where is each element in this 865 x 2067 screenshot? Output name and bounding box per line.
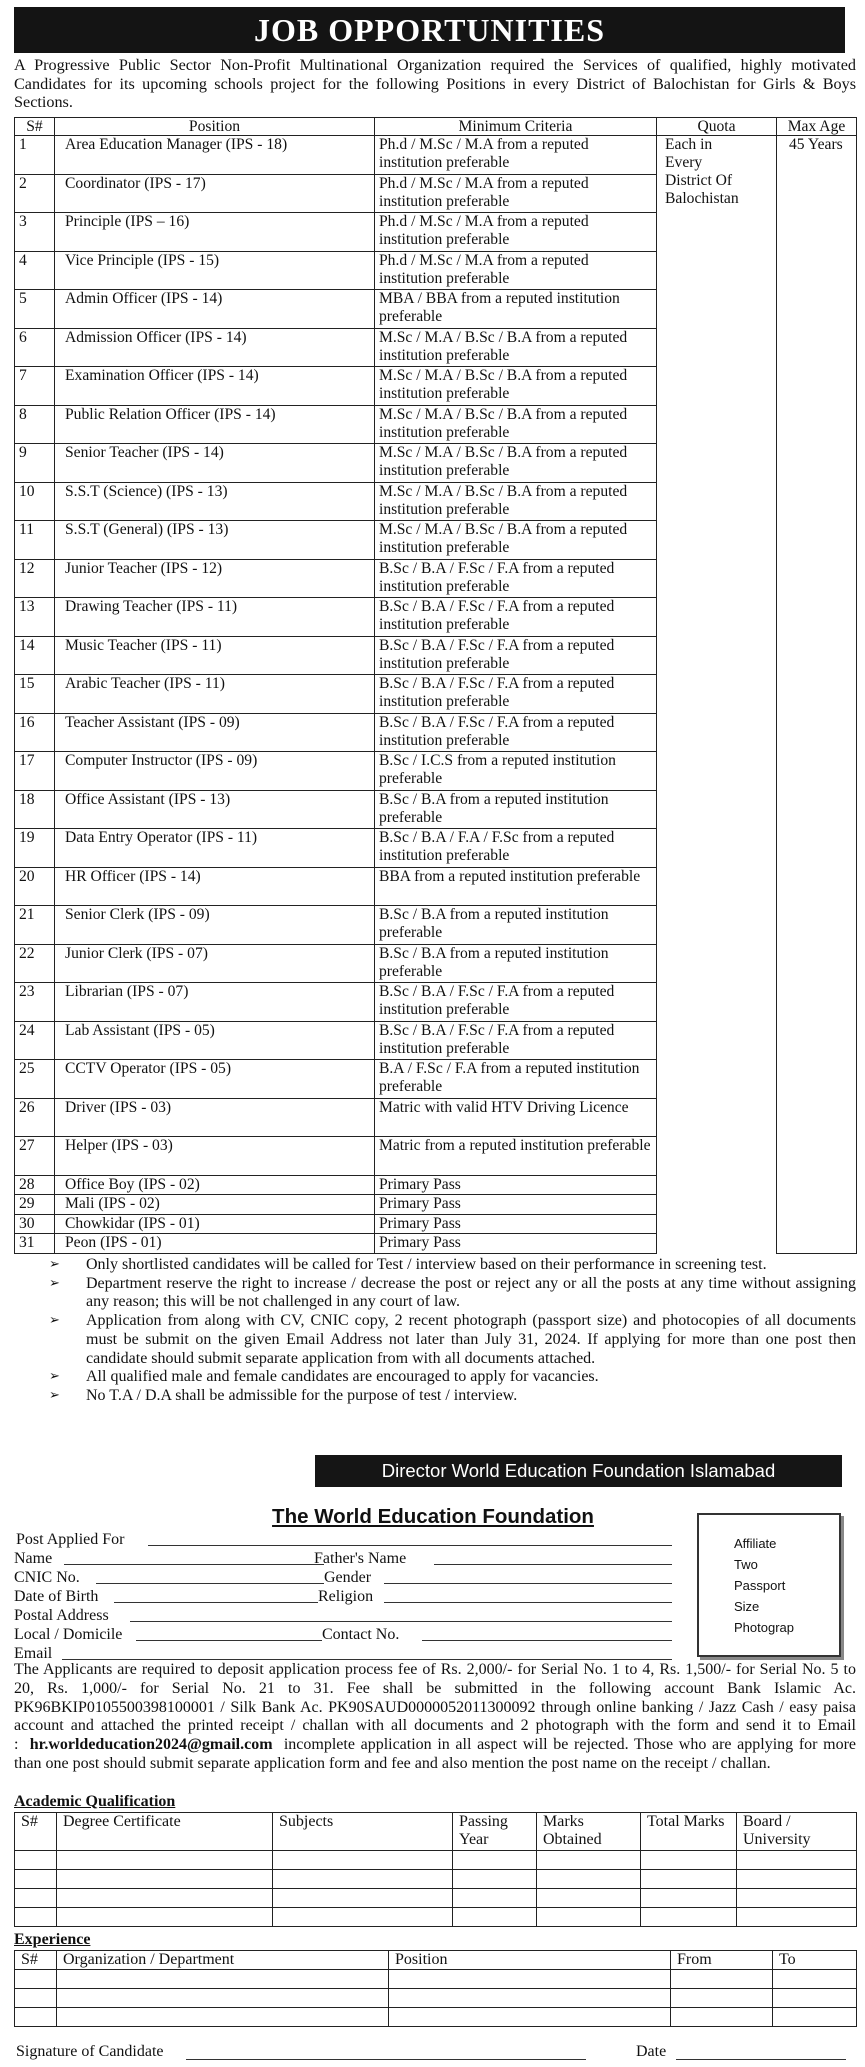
blank-cell[interactable]	[641, 1908, 737, 1927]
row-serial: 23	[15, 983, 55, 1022]
blank-row[interactable]	[15, 1851, 857, 1870]
row-serial: 21	[15, 906, 55, 945]
row-position: S.S.T (Science) (IPS - 13)	[55, 482, 375, 521]
post-applied-field[interactable]	[148, 1530, 672, 1546]
row-criteria: Matric with valid HTV Driving Licence	[375, 1098, 657, 1137]
row-position: S.S.T (General) (IPS - 13)	[55, 521, 375, 560]
quota-line: Each in	[665, 136, 713, 153]
blank-cell[interactable]	[15, 1851, 57, 1870]
row-criteria: B.Sc / B.A / F.Sc / F.A from a reputed institution preferable	[375, 1021, 657, 1060]
cnic-field[interactable]	[96, 1568, 324, 1584]
academic-title: Academic Qualification	[14, 1793, 176, 1810]
domicile-field[interactable]	[136, 1625, 322, 1641]
row-criteria: M.Sc / M.A / B.Sc / B.A from a reputed institution preferable	[375, 405, 657, 444]
label-contact: Contact No.	[322, 1626, 400, 1643]
row-serial: 3	[15, 213, 55, 252]
blank-cell[interactable]	[57, 2008, 389, 2027]
blank-cell[interactable]	[737, 1851, 857, 1870]
row-serial: 1	[15, 136, 55, 175]
row-position: Public Relation Officer (IPS - 14)	[55, 405, 375, 444]
row-criteria: B.A / F.Sc / F.A from a reputed institution preferable	[375, 1060, 657, 1099]
row-criteria: B.Sc / B.A / F.Sc / F.A from a reputed institution preferable	[375, 598, 657, 637]
row-serial: 22	[15, 944, 55, 983]
academic-header: Marks Obtained	[537, 1813, 641, 1851]
row-serial: 5	[15, 290, 55, 329]
signature-label: Signature of Candidate	[16, 2043, 164, 2060]
row-position: Area Education Manager (IPS - 18)	[55, 136, 375, 175]
blank-cell[interactable]	[537, 1889, 641, 1908]
row-serial: 25	[15, 1060, 55, 1099]
blank-cell[interactable]	[671, 2008, 773, 2027]
blank-cell[interactable]	[57, 1989, 389, 2008]
blank-cell[interactable]	[273, 1889, 453, 1908]
note-item: ➢ Department reserve the right to increase / decrease the post or reject any or all the posts at any time without assigning any reason; this will be not challenged in any court of law.	[49, 1274, 856, 1311]
blank-cell[interactable]	[737, 1889, 857, 1908]
blank-cell[interactable]	[57, 1870, 273, 1889]
row-position: Principle (IPS – 16)	[55, 213, 375, 252]
blank-row[interactable]	[15, 1970, 857, 1989]
experience-table	[14, 1950, 857, 2027]
label-religion: Religion	[318, 1588, 374, 1605]
blank-cell[interactable]	[57, 1908, 273, 1927]
row-serial: 26	[15, 1098, 55, 1137]
row-serial: 2	[15, 174, 55, 213]
row-position: Examination Officer (IPS - 14)	[55, 367, 375, 406]
blank-cell[interactable]	[15, 1970, 57, 1989]
label-dob: Date of Birth	[14, 1588, 99, 1605]
row-position: Admission Officer (IPS - 14)	[55, 328, 375, 367]
signature-field[interactable]	[186, 2044, 586, 2060]
arrow-bullet-icon: ➢	[49, 1387, 60, 1403]
row-serial: 4	[15, 251, 55, 290]
row-serial: 15	[15, 675, 55, 714]
date-field[interactable]	[676, 2044, 846, 2060]
blank-row[interactable]	[15, 1989, 857, 2008]
row-criteria: MBA / BBA from a reputed institution preferable	[375, 290, 657, 329]
contact-field[interactable]	[422, 1625, 672, 1641]
row-criteria: Primary Pass	[375, 1195, 657, 1215]
blank-cell[interactable]	[671, 1970, 773, 1989]
row-position: Computer Instructor (IPS - 09)	[55, 752, 375, 791]
row-serial: 29	[15, 1195, 55, 1215]
blank-cell[interactable]	[273, 1851, 453, 1870]
gender-field[interactable]	[384, 1568, 672, 1584]
row-serial: 13	[15, 598, 55, 637]
blank-cell[interactable]	[389, 1970, 671, 1989]
quota-cell	[657, 136, 777, 1254]
row-serial: 24	[15, 1021, 55, 1060]
blank-cell[interactable]	[389, 1989, 671, 2008]
row-position: Senior Teacher (IPS - 14)	[55, 444, 375, 483]
label-gender: Gender	[324, 1569, 372, 1586]
blank-cell[interactable]	[737, 1870, 857, 1889]
arrow-bullet-icon: ➢	[49, 1275, 60, 1291]
row-criteria: Ph.d / M.Sc / M.A from a reputed institution preferable	[375, 251, 657, 290]
photo-box-line: Affiliate	[734, 1536, 777, 1551]
row-serial: 8	[15, 405, 55, 444]
row-criteria: B.Sc / B.A / F.Sc / F.A from a reputed institution preferable	[375, 636, 657, 675]
header-max-age: Max Age	[777, 118, 857, 136]
photo-box-line: Two	[734, 1557, 758, 1572]
academic-header: Subjects	[273, 1813, 453, 1851]
blank-cell[interactable]	[453, 1889, 537, 1908]
position-row	[15, 136, 857, 175]
row-position: Data Entry Operator (IPS - 11)	[55, 829, 375, 868]
row-criteria: M.Sc / M.A / B.Sc / B.A from a reputed institution preferable	[375, 444, 657, 483]
row-position: Helper (IPS - 03)	[55, 1137, 375, 1176]
row-serial: 16	[15, 713, 55, 752]
row-position: Music Teacher (IPS - 11)	[55, 636, 375, 675]
note-item: ➢ Only shortlisted candidates will be called for Test / interview based on their performance in screening test.	[49, 1256, 767, 1273]
row-serial: 28	[15, 1175, 55, 1195]
row-criteria: B.Sc / B.A from a reputed institution preferable	[375, 790, 657, 829]
row-criteria: B.Sc / B.A / F.Sc / F.A from a reputed institution preferable	[375, 675, 657, 714]
blank-cell[interactable]	[57, 1851, 273, 1870]
row-criteria: Ph.d / M.Sc / M.A from a reputed institution preferable	[375, 174, 657, 213]
academic-header: Degree Certificate	[57, 1813, 273, 1851]
blank-cell[interactable]	[15, 1870, 57, 1889]
row-position: Drawing Teacher (IPS - 11)	[55, 598, 375, 637]
row-position: Arabic Teacher (IPS - 11)	[55, 675, 375, 714]
label-domicile: Local / Domicile	[14, 1626, 123, 1643]
label-name: Name	[14, 1550, 53, 1567]
blank-cell[interactable]	[641, 1889, 737, 1908]
row-criteria: M.Sc / M.A / B.Sc / B.A from a reputed institution preferable	[375, 521, 657, 560]
row-serial: 11	[15, 521, 55, 560]
photo-box-line: Passport	[734, 1578, 786, 1593]
positions-table-header	[15, 118, 857, 136]
experience-header: From	[671, 1951, 773, 1970]
row-criteria: Primary Pass	[375, 1175, 657, 1195]
row-criteria: Primary Pass	[375, 1214, 657, 1234]
row-criteria: M.Sc / M.A / B.Sc / B.A from a reputed institution preferable	[375, 367, 657, 406]
row-serial: 27	[15, 1137, 55, 1176]
row-serial: 14	[15, 636, 55, 675]
row-position: Senior Clerk (IPS - 09)	[55, 906, 375, 945]
blank-cell[interactable]	[773, 1989, 857, 2008]
experience-header: To	[773, 1951, 857, 1970]
photo-box-line: Size	[734, 1599, 760, 1614]
row-criteria: B.Sc / B.A / F.Sc / F.A from a reputed institution preferable	[375, 559, 657, 598]
row-serial: 10	[15, 482, 55, 521]
blank-cell[interactable]	[537, 1908, 641, 1927]
form-title: The World Education Foundation	[272, 1505, 594, 1528]
blank-cell[interactable]	[15, 1989, 57, 2008]
religion-field[interactable]	[384, 1587, 672, 1603]
quota-line: District Of	[665, 172, 733, 189]
label-cnic: CNIC No.	[14, 1569, 80, 1586]
row-serial: 30	[15, 1214, 55, 1234]
blank-cell[interactable]	[671, 1989, 773, 2008]
contact-email[interactable]: hr.worldeducation2024@gmail.com	[29, 1736, 273, 1754]
dob-field[interactable]	[114, 1587, 318, 1603]
blank-row[interactable]	[15, 1908, 857, 1927]
arrow-bullet-icon: ➢	[49, 1369, 60, 1385]
row-criteria: Ph.d / M.Sc / M.A from a reputed institution preferable	[375, 213, 657, 252]
blank-row[interactable]	[15, 1889, 857, 1908]
row-criteria: BBA from a reputed institution preferable	[375, 867, 657, 906]
positions-table	[14, 117, 857, 1254]
row-position: Office Assistant (IPS - 13)	[55, 790, 375, 829]
row-serial: 7	[15, 367, 55, 406]
row-serial: 9	[15, 444, 55, 483]
blank-row[interactable]	[15, 2008, 857, 2027]
experience-header: S#	[15, 1951, 57, 1970]
row-criteria: B.Sc / B.A from a reputed institution preferable	[375, 944, 657, 983]
director-banner: Director World Education Foundation Islamabad	[315, 1455, 842, 1487]
row-position: Vice Principle (IPS - 15)	[55, 251, 375, 290]
blank-cell[interactable]	[57, 1970, 389, 1989]
note-item: ➢ Application from along with CV, CNIC copy, 2 recent photograph (passport size) and photocopies of all documents must be submit on the given Email Address not later than July 31, 2024. If applying for more than one post then candidate should submit separate application from with all documents attached.	[49, 1312, 856, 1367]
row-position: Coordinator (IPS - 17)	[55, 174, 375, 213]
blank-cell[interactable]	[773, 2008, 857, 2027]
note-item: ➢ All qualified male and female candidates are encouraged to apply for vacancies.	[49, 1368, 599, 1386]
blank-cell[interactable]	[273, 1908, 453, 1927]
notes-list	[14, 1256, 856, 1406]
label-postal-address: Postal Address	[14, 1607, 109, 1624]
blank-cell[interactable]	[641, 1870, 737, 1889]
blank-row[interactable]	[15, 1870, 857, 1889]
academic-header: Board / University	[737, 1813, 857, 1851]
fee-instructions: The Applicants are required to deposit application process fee of Rs. 2,000/- for Serial No. 1 to 4, Rs. 1,500/- for Serial No. 5 to 20, Rs. 1,000/- for Serial No. 21 to 31. Fee shall be submitted in the following account Bank Islamic Ac. PK96BKIP0105500398100001 / Silk Bank Ac. PK90SAUD0000052011300092 through online banking / Jazz Cash / easy paisa account and attached the printed receipt / challan with all documents and 2 photograph with the form and send it to Email : hr.worldeducation2024@gmail.com incomplete application in all aspect will be rejected. Those who are applying for more than one post should submit separate application form and fee and also mention the post name on the receipt / challan.	[14, 1661, 857, 1772]
row-serial: 6	[15, 328, 55, 367]
blank-cell[interactable]	[453, 1870, 537, 1889]
row-criteria: M.Sc / M.A / B.Sc / B.A from a reputed institution preferable	[375, 482, 657, 521]
photo-box	[697, 1513, 841, 1657]
blank-cell[interactable]	[273, 1870, 453, 1889]
academic-header: Total Marks	[641, 1813, 737, 1851]
blank-cell[interactable]	[389, 2008, 671, 2027]
quota-line: Every	[665, 154, 703, 171]
experience-header: Position	[389, 1951, 671, 1970]
row-serial: 18	[15, 790, 55, 829]
row-position: Junior Teacher (IPS - 12)	[55, 559, 375, 598]
row-criteria: M.Sc / M.A / B.Sc / B.A from a reputed institution preferable	[375, 328, 657, 367]
row-position: Admin Officer (IPS - 14)	[55, 290, 375, 329]
row-criteria: Primary Pass	[375, 1234, 657, 1254]
experience-title: Experience	[14, 1931, 91, 1948]
row-position: Librarian (IPS - 07)	[55, 983, 375, 1022]
row-serial: 31	[15, 1234, 55, 1254]
arrow-bullet-icon: ➢	[49, 1313, 60, 1329]
blank-cell[interactable]	[453, 1908, 537, 1927]
row-criteria: B.Sc / B.A / F.A / F.Sc from a reputed institution preferable	[375, 829, 657, 868]
blank-cell[interactable]	[737, 1908, 857, 1927]
blank-cell[interactable]	[15, 2008, 57, 2027]
row-position: Office Boy (IPS - 02)	[55, 1175, 375, 1195]
row-position: HR Officer (IPS - 14)	[55, 867, 375, 906]
row-criteria: Ph.d / M.Sc / M.A from a reputed institution preferable	[375, 136, 657, 175]
blank-cell[interactable]	[537, 1870, 641, 1889]
row-serial: 12	[15, 559, 55, 598]
row-criteria: B.Sc / B.A from a reputed institution preferable	[375, 906, 657, 945]
academic-table	[14, 1812, 857, 1927]
page-title-banner: JOB OPPORTUNITIES	[14, 7, 845, 53]
row-position: Lab Assistant (IPS - 05)	[55, 1021, 375, 1060]
blank-cell[interactable]	[15, 1889, 57, 1908]
quota-line: Balochistan	[665, 190, 739, 207]
blank-cell[interactable]	[453, 1851, 537, 1870]
label-post-applied: Post Applied For	[16, 1531, 125, 1548]
row-criteria: B.Sc / B.A / F.Sc / F.A from a reputed institution preferable	[375, 983, 657, 1022]
row-criteria: Matric from a reputed institution preferable	[375, 1137, 657, 1176]
note-item: ➢ No T.A / D.A shall be admissible for the purpose of test / interview.	[49, 1386, 518, 1404]
row-position: Peon (IPS - 01)	[55, 1234, 375, 1254]
row-criteria: B.Sc / B.A / F.Sc / F.A from a reputed institution preferable	[375, 713, 657, 752]
date-label: Date	[636, 2043, 667, 2060]
row-position: Driver (IPS - 03)	[55, 1098, 375, 1137]
academic-header: Passing Year	[453, 1813, 537, 1851]
blank-cell[interactable]	[641, 1851, 737, 1870]
row-serial: 19	[15, 829, 55, 868]
intro-paragraph: A Progressive Public Sector Non-Profit Multinational Organization required the Services of qualified, highly motivated Candidates for its upcoming schools project for the following Positions in every District of Balochistan for Girls & Boys Sections.	[14, 56, 856, 111]
father-name-field[interactable]	[434, 1549, 672, 1565]
label-father-name: Father's Name	[314, 1550, 407, 1567]
row-position: Junior Clerk (IPS - 07)	[55, 944, 375, 983]
row-serial: 20	[15, 867, 55, 906]
max-age-cell: 45 Years	[777, 136, 857, 1254]
blank-cell[interactable]	[15, 1908, 57, 1927]
academic-table-header	[15, 1813, 857, 1851]
row-position: Mali (IPS - 02)	[55, 1195, 375, 1215]
label-email: Email	[14, 1645, 53, 1662]
experience-table-header	[15, 1951, 857, 1970]
blank-cell[interactable]	[773, 1970, 857, 1989]
blank-cell[interactable]	[57, 1889, 273, 1908]
photo-box-line: Photograp	[734, 1620, 794, 1635]
postal-address-field[interactable]	[130, 1606, 672, 1622]
header-quota: Quota	[657, 118, 777, 136]
email-field[interactable]	[62, 1644, 672, 1660]
row-position: CCTV Operator (IPS - 05)	[55, 1060, 375, 1099]
row-position: Chowkidar (IPS - 01)	[55, 1214, 375, 1234]
row-serial: 17	[15, 752, 55, 791]
row-position: Teacher Assistant (IPS - 09)	[55, 713, 375, 752]
header-sn: S#	[15, 118, 55, 136]
name-field[interactable]	[64, 1549, 324, 1565]
header-position: Position	[55, 118, 375, 136]
blank-cell[interactable]	[537, 1851, 641, 1870]
header-criteria: Minimum Criteria	[375, 118, 657, 136]
academic-header: S#	[15, 1813, 57, 1851]
experience-header: Organization / Department	[57, 1951, 389, 1970]
arrow-bullet-icon: ➢	[49, 1257, 60, 1272]
row-criteria: B.Sc / I.C.S from a reputed institution preferable	[375, 752, 657, 791]
